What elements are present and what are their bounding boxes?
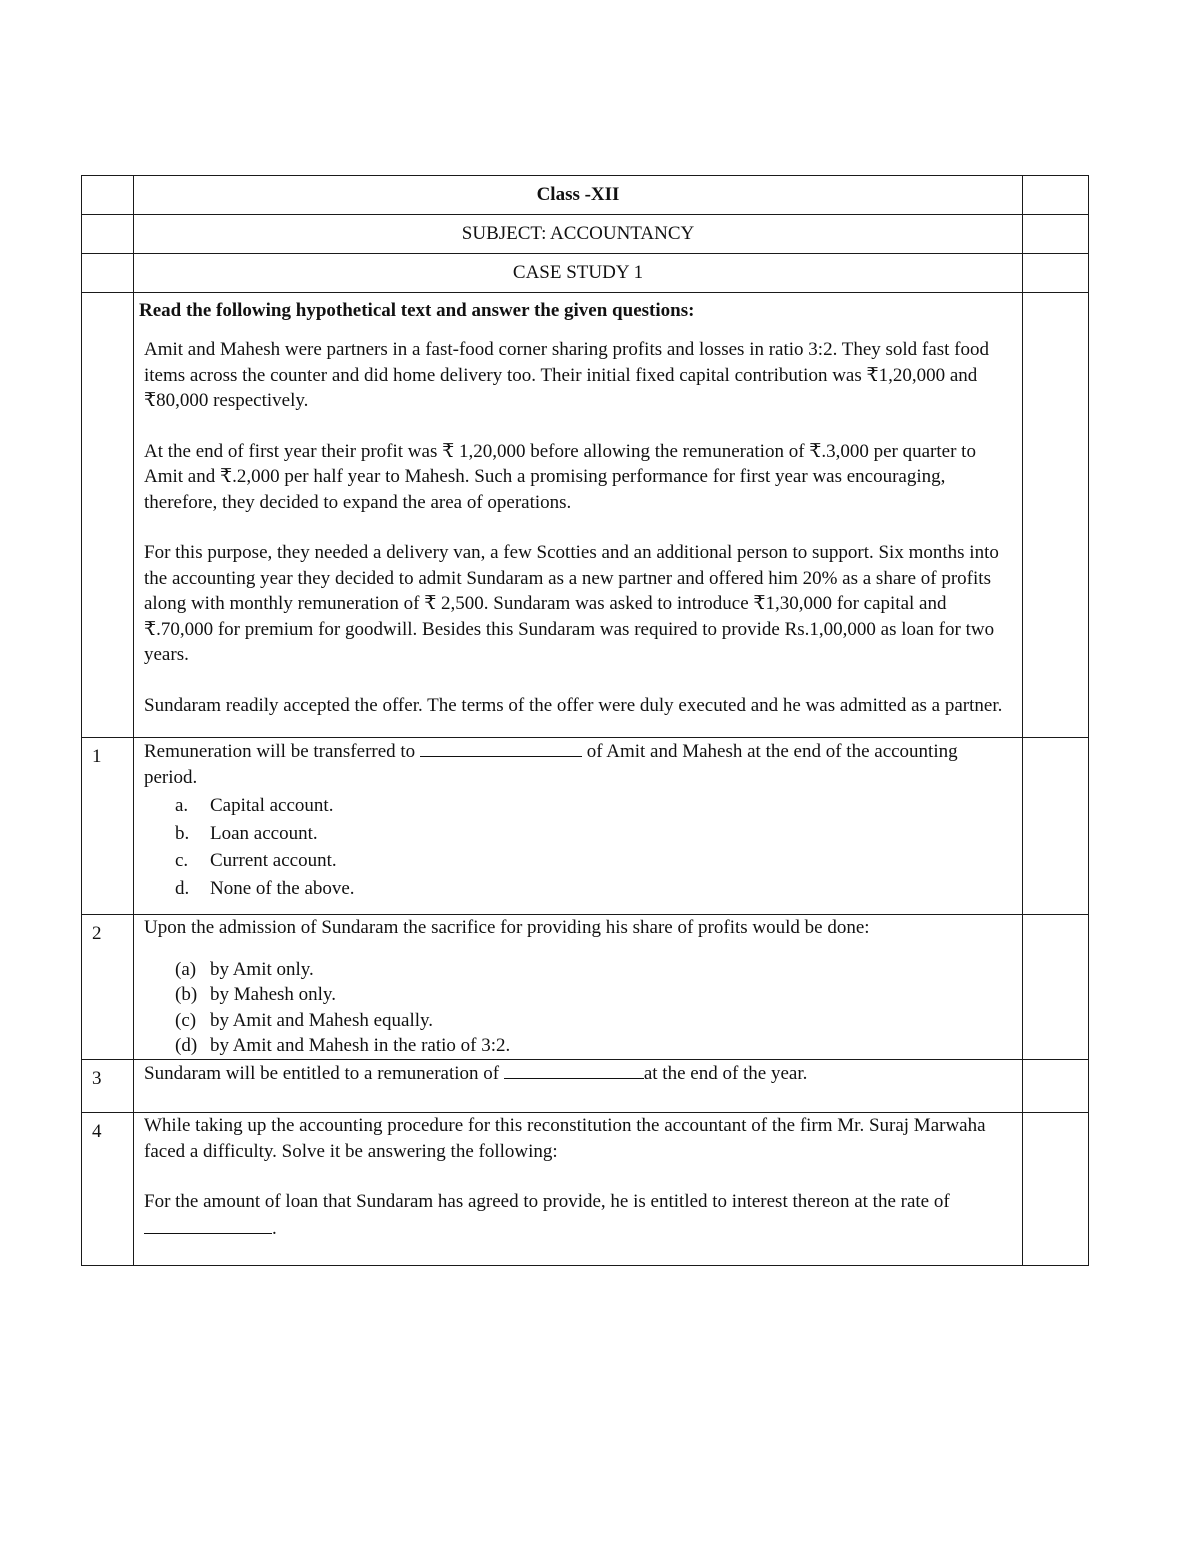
number-cell [82, 215, 134, 254]
question-cell [134, 915, 1023, 1060]
marks-cell [1023, 293, 1089, 738]
question-number-cell [82, 738, 134, 915]
option-item: b. Loan account. [175, 822, 318, 844]
question-number: 4 [92, 1121, 102, 1142]
question-number: 1 [92, 746, 102, 767]
case-study-table [81, 175, 1089, 1266]
case-paragraph: At the end of first year their profit was ₹ 1,20,000 before allowing the remuneration of ₹.3,000 per quarter to Amit and ₹.2,000 per half year to Mahesh. Such a promising performance for first year was encouraging, therefore, they decided to expand the area of operations. [144, 440, 976, 513]
class-title: Class -XII [536, 184, 620, 205]
case-title-cell [134, 254, 1023, 293]
question-row [82, 915, 1089, 1060]
question-text: Sundaram will be entitled to a remuneration of [144, 1063, 500, 1084]
instruction-text: Read the following hypothetical text and answer the given questions: [139, 300, 695, 321]
question-row [82, 1060, 1089, 1113]
header-row-case [82, 254, 1089, 293]
question-text: at the end of the year. [643, 1063, 808, 1084]
case-paragraph: For this purpose, they needed a delivery van, a few Scotties and an additional person to support. Six months into the accounting year they decided to admit Sundaram as a new partner and offered him 20% as a share of profits along with monthly remuneration of ₹ 2,500. Sundaram was asked to introduce ₹1,30,000 for capital and ₹.70,000 for premium for goodwill. Besides this Sundaram was required to provide Rs.1,00,000 as loan for two years. [144, 542, 999, 665]
marks-cell [1023, 915, 1089, 1060]
marks-cell [1023, 1113, 1089, 1266]
header-row-subject [82, 215, 1089, 254]
number-cell [82, 293, 134, 738]
question-row [82, 738, 1089, 915]
question-text: Remuneration will be transferred to [144, 741, 416, 762]
question-number-cell [82, 1113, 134, 1266]
subject-title: SUBJECT: ACCOUNTANCY [461, 223, 695, 244]
question-number: 2 [92, 923, 102, 944]
question-cell [134, 1113, 1023, 1266]
options-list [144, 792, 1012, 902]
option-item: (a) by Amit only. [175, 958, 314, 980]
subject-cell [134, 215, 1023, 254]
marks-cell [1023, 215, 1089, 254]
marks-cell [1023, 1060, 1089, 1113]
marks-cell [1023, 176, 1089, 215]
number-cell [82, 254, 134, 293]
case-title: CASE STUDY 1 [512, 262, 644, 283]
class-cell [134, 176, 1023, 215]
answer-blank [144, 1215, 272, 1234]
option-item: a. Capital account. [175, 795, 334, 816]
question-cell [134, 1060, 1023, 1113]
question-number-cell [82, 915, 134, 1060]
option-item: c. Current account. [175, 850, 337, 871]
question-text: While taking up the accounting procedure for this reconstitution the accountant of the firm Mr. Suraj Marwaha faced a difficulty. Solve it be answering the following: [144, 1115, 986, 1162]
question-subtext: For the amount of loan that Sundaram has agreed to provide, he is entitled to interest thereon at the rate of . [144, 1191, 950, 1239]
answer-blank [504, 1060, 644, 1079]
case-paragraph: Amit and Mahesh were partners in a fast-food corner sharing profits and losses in ratio 3:2. They sold fast food items across the counter and did home delivery too. Their initial fixed capital contribution was ₹1,20,000 and ₹80,000 respectively. [144, 339, 989, 411]
case-text-row [82, 293, 1089, 738]
option-item: (b) by Mahesh only. [175, 984, 336, 1005]
marks-cell [1023, 738, 1089, 915]
option-item: (c) by Amit and Mahesh equally. [175, 1009, 434, 1031]
question-text: of Amit and Mahesh at the end of the accounting period. [144, 741, 958, 788]
case-text-cell [134, 293, 1023, 738]
question-row [82, 1113, 1089, 1266]
question-number: 3 [92, 1068, 102, 1089]
question-text: Upon the admission of Sundaram the sacrifice for providing his share of profits would be done: [144, 917, 870, 938]
options-list [144, 957, 1012, 1059]
header-row-class [82, 176, 1089, 215]
case-paragraph: Sundaram readily accepted the offer. The terms of the offer were duly executed and he was admitted as a partner. [144, 694, 1003, 716]
option-item: (d) by Amit and Mahesh in the ratio of 3:2. [175, 1035, 511, 1056]
question-number-cell [82, 1060, 134, 1113]
question-cell [134, 738, 1023, 915]
answer-blank [420, 738, 582, 757]
number-cell [82, 176, 134, 215]
option-item: d. None of the above. [175, 877, 355, 899]
marks-cell [1023, 254, 1089, 293]
